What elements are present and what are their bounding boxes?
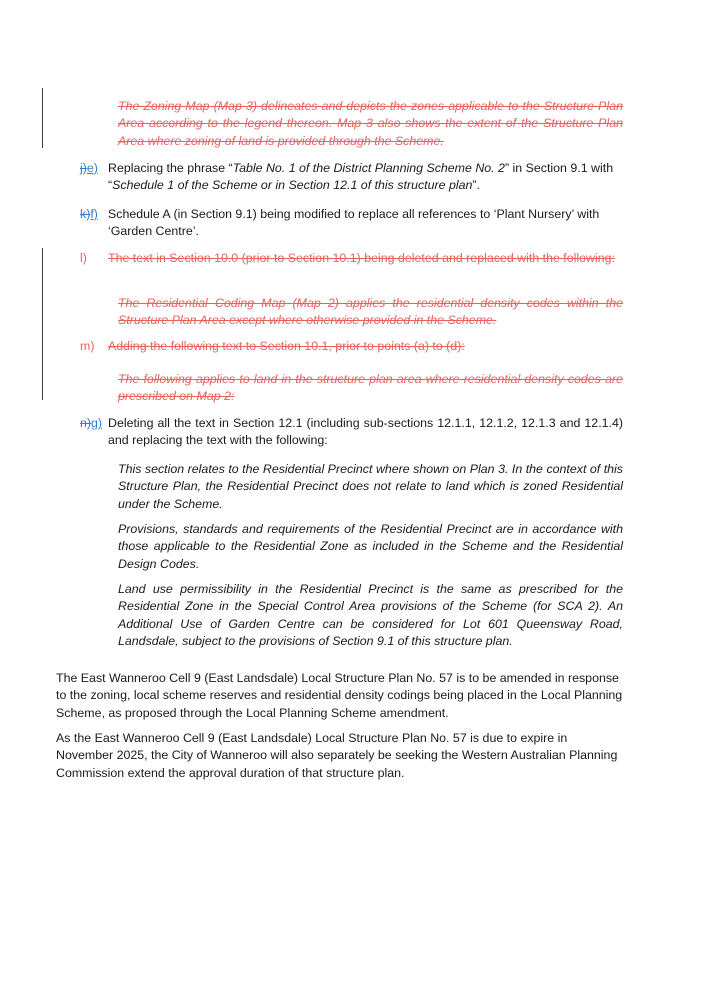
list-marker-g (80, 415, 108, 432)
list-item-m-deleted (80, 338, 623, 355)
deleted-marker-k: k) (80, 207, 91, 221)
item-e-quote-2: Schedule 1 of the Scheme or in Section 12.1 of this structure plan (112, 178, 473, 193)
deleted-marker-n: n) (80, 416, 92, 430)
deleted-following-applies-paragraph: The following applies to land in the structure plan area where residential density codes are prescribed on Map 2: (118, 372, 623, 404)
deleted-marker-j: j) (80, 161, 87, 175)
deleted-residential-coding-paragraph: The Residential Coding Map (Map 2) applies the residential density codes within the Structure Plan Area except where otherwise provided in the Scheme. (118, 296, 623, 328)
list-marker-l: l) (80, 251, 87, 265)
list-item-g-body: Deleting all the text in Section 12.1 (including sub-sections 12.1.1, 12.1.2, 12.1.3 and 12.1.4) and replacing the text with the following: (108, 416, 623, 448)
list-item-f-body: Schedule A (in Section 9.1) being modified to replace all references to ‘Plant Nursery’ with ‘Garden Centre’. (108, 207, 600, 239)
list-item-g (80, 415, 623, 450)
item-e-text-2: ” in Section 9.1 with “ (108, 161, 614, 193)
list-marker-m: m) (80, 339, 95, 353)
list-item-m-body: Adding the following text to Section 10.1, prior to points (a) to (d): (108, 339, 465, 353)
list-item-l-body: The text in Section 10.0 (prior to Section 10.1) being deleted and replaced with the following: (108, 251, 615, 265)
item-e-text-3: ”. (472, 178, 480, 193)
closing-paragraph-2: As the East Wanneroo Cell 9 (East Landsdale) Local Structure Plan No. 57 is due to expire in November 2025, the City of Wanneroo will also separately be seeking the Western Australian Planning Commission extend the approval duration of that structure plan. (56, 731, 618, 780)
item-e-text-1: Replacing the phrase “ (108, 161, 233, 175)
list-item-e (80, 160, 623, 195)
closing-paragraph-1: The East Wanneroo Cell 9 (East Landsdale) Local Structure Plan No. 57 is to be amended in response to the zoning, local scheme reserves and residential density codings being placed in the Local Planning Scheme, as proposed through the Local Planning Scheme amendment. (56, 671, 623, 720)
list-marker-f (80, 206, 108, 223)
item-e-quote-1: Table No. 1 of the District Planning Scheme No. 2 (232, 161, 505, 175)
inserted-marker-g: g) (91, 416, 103, 430)
list-item-l-deleted (80, 250, 623, 267)
list-item-f (80, 206, 623, 241)
inserted-marker-e: e) (86, 161, 98, 175)
inserted-marker-f: f) (90, 207, 98, 221)
inserted-quote-paragraph-3: Land use permissibility in the Residential Precinct is the same as prescribed for the Residential Zone in the Special Control Area provisions of the Scheme (for SCA 2). An Additional Use of Garden Centre can be considered for Lot 601 Queensway Road, Landsdale, subject to the provisions of Section 9.1 of this structure plan. (118, 582, 623, 649)
deleted-zoning-map-paragraph: The Zoning Map (Map 3) delineates and depicts the zones applicable to the Structure Plan Area according to the legend thereon. Map 3 also shows the extent of the Structure Plan Area where zoning of land is provided through the Scheme. (118, 99, 623, 148)
change-bar-middle (42, 248, 43, 400)
list-marker-e (80, 160, 108, 177)
change-bar-top (42, 88, 43, 148)
inserted-quote-paragraph-1: This section relates to the Residential Precinct where shown on Plan 3. In the context of this Structure Plan, the Residential Precinct does not relate to land which is zoned Residential under the Scheme. (118, 462, 623, 511)
list-item-e-body (108, 160, 623, 195)
inserted-quote-paragraph-2: Provisions, standards and requirements of the Residential Precinct are in accordance with those applicable to the Residential Zone as included in the Scheme and the Residential Design Codes. (118, 522, 623, 571)
